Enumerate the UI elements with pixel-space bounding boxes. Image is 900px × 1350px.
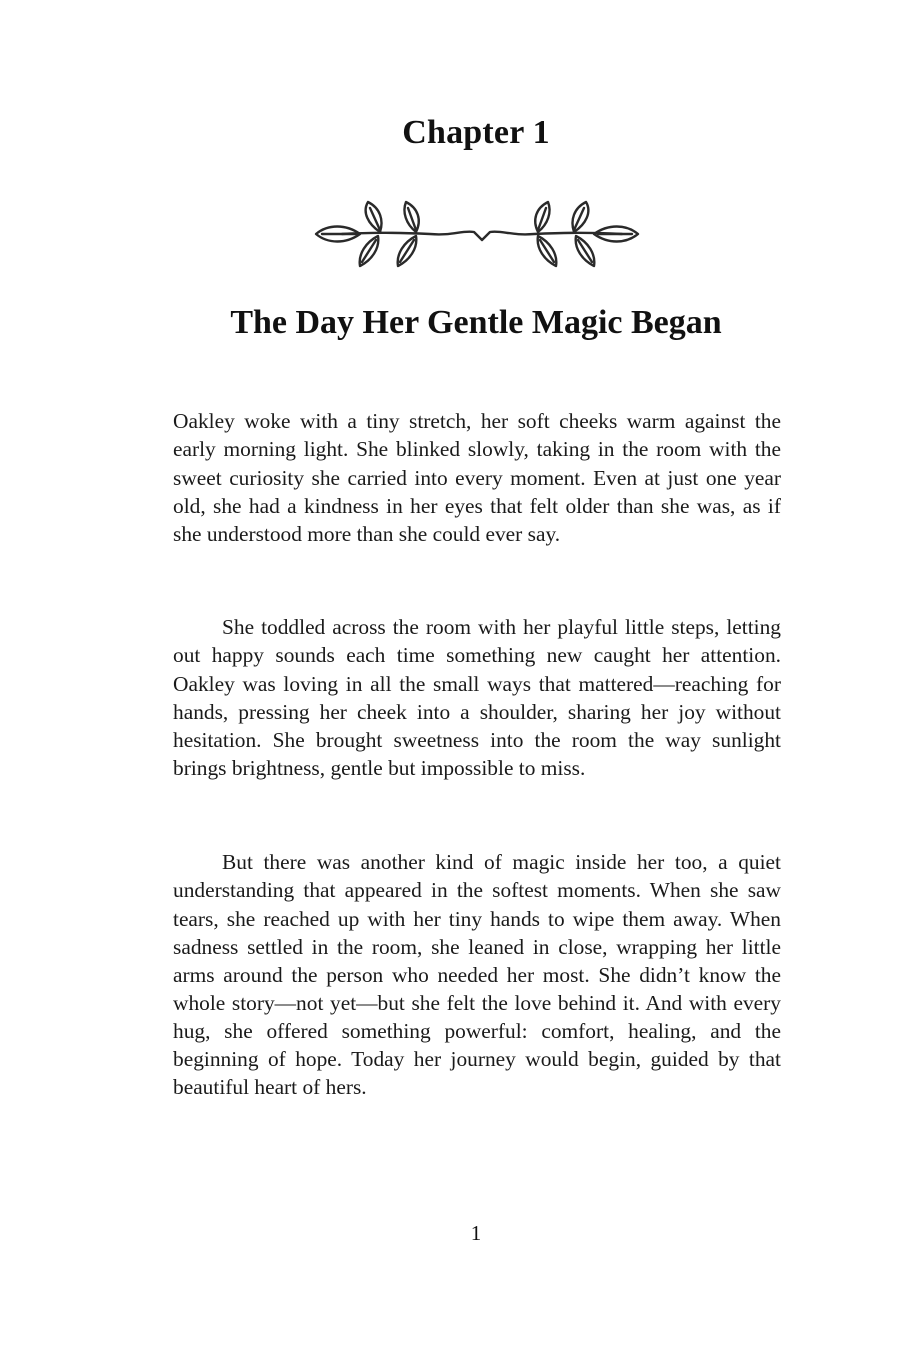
paragraph: She toddled across the room with her playful little steps, letting out happy sounds each time something new caught her attention. Oakley was loving in all the small ways that mattered—reaching for hands, pressing her cheek into a shoulder, sharing her joy without hesitation. She brought sweetness into the room the way sunlight brings brightness, gentle but impossible to miss. — [173, 615, 781, 780]
leafy-vine-divider-icon — [312, 196, 642, 272]
chapter-title: The Day Her Gentle Magic Began — [230, 304, 722, 341]
chapter-label: Chapter 1 — [402, 114, 550, 151]
paragraph: Oakley woke with a tiny stretch, her soft cheeks warm against the early morning light. She blinked slowly, taking in the room with the sweet curiosity she carried into every moment. Even at just one year old, she had a kindness in her eyes that felt older than she was, as if she understood more than she could ever say. — [173, 409, 781, 546]
paragraph: But there was another kind of magic inside her too, a quiet understanding that appeared in the softest moments. When she saw tears, she reached up with her tiny hands to wipe them away. When sadness settled in the room, she leaned in close, wrapping her little arms around the person who needed her most. She didn’t know the whole story—not yet—but she felt the love behind it. And with every hug, she offered something powerful: comfort, healing, and the beginning of hope. Today her journey would begin, guided by that beautiful heart of hers. — [173, 850, 781, 1100]
page-number: 1 — [470, 1221, 482, 1245]
